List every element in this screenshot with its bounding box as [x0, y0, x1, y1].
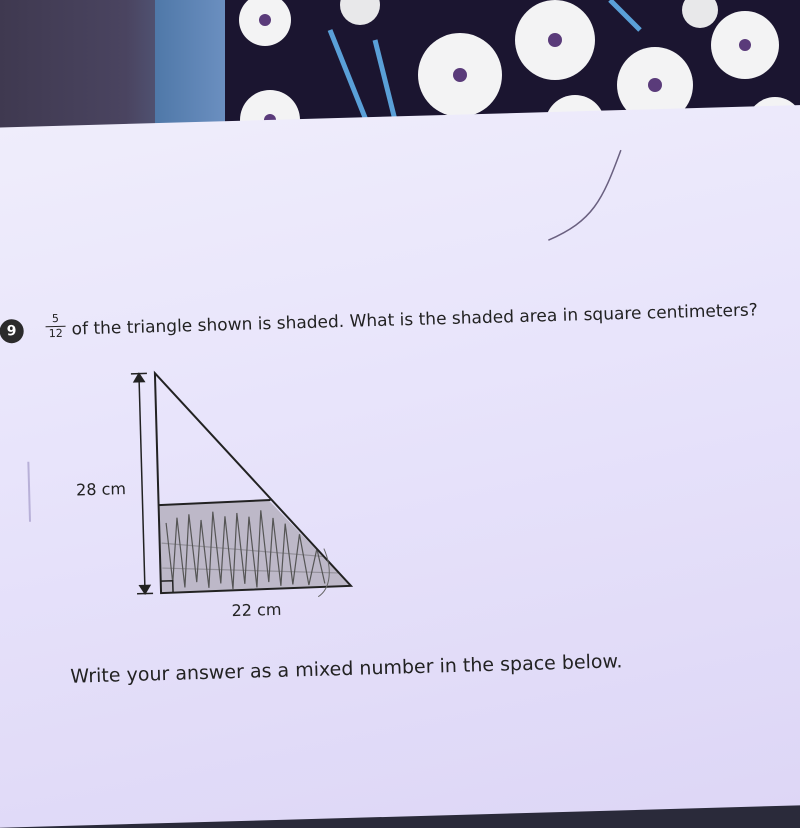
question-number: 9 — [0, 319, 24, 344]
flower-5 — [711, 11, 779, 79]
worksheet-paper — [0, 104, 800, 828]
answer-instruction: Write your answer as a mixed number in the space below. — [70, 650, 623, 687]
shaded-region — [159, 498, 351, 593]
flower-3 — [515, 0, 595, 80]
flower-10 — [682, 0, 718, 28]
fraction-numerator: 5 — [52, 312, 59, 325]
question-text: of the triangle shown is shaded. What is the shaded area in square centimeters? — [71, 300, 758, 339]
base-label: 22 cm — [231, 600, 281, 620]
height-label: 28 cm — [76, 479, 126, 499]
fraction-denominator: 12 — [49, 327, 63, 340]
flower-1 — [239, 0, 291, 46]
triangle-diagram — [0, 105, 800, 648]
flower-2 — [418, 33, 502, 117]
height-dimension-line — [131, 373, 153, 593]
flower-9 — [340, 0, 380, 25]
